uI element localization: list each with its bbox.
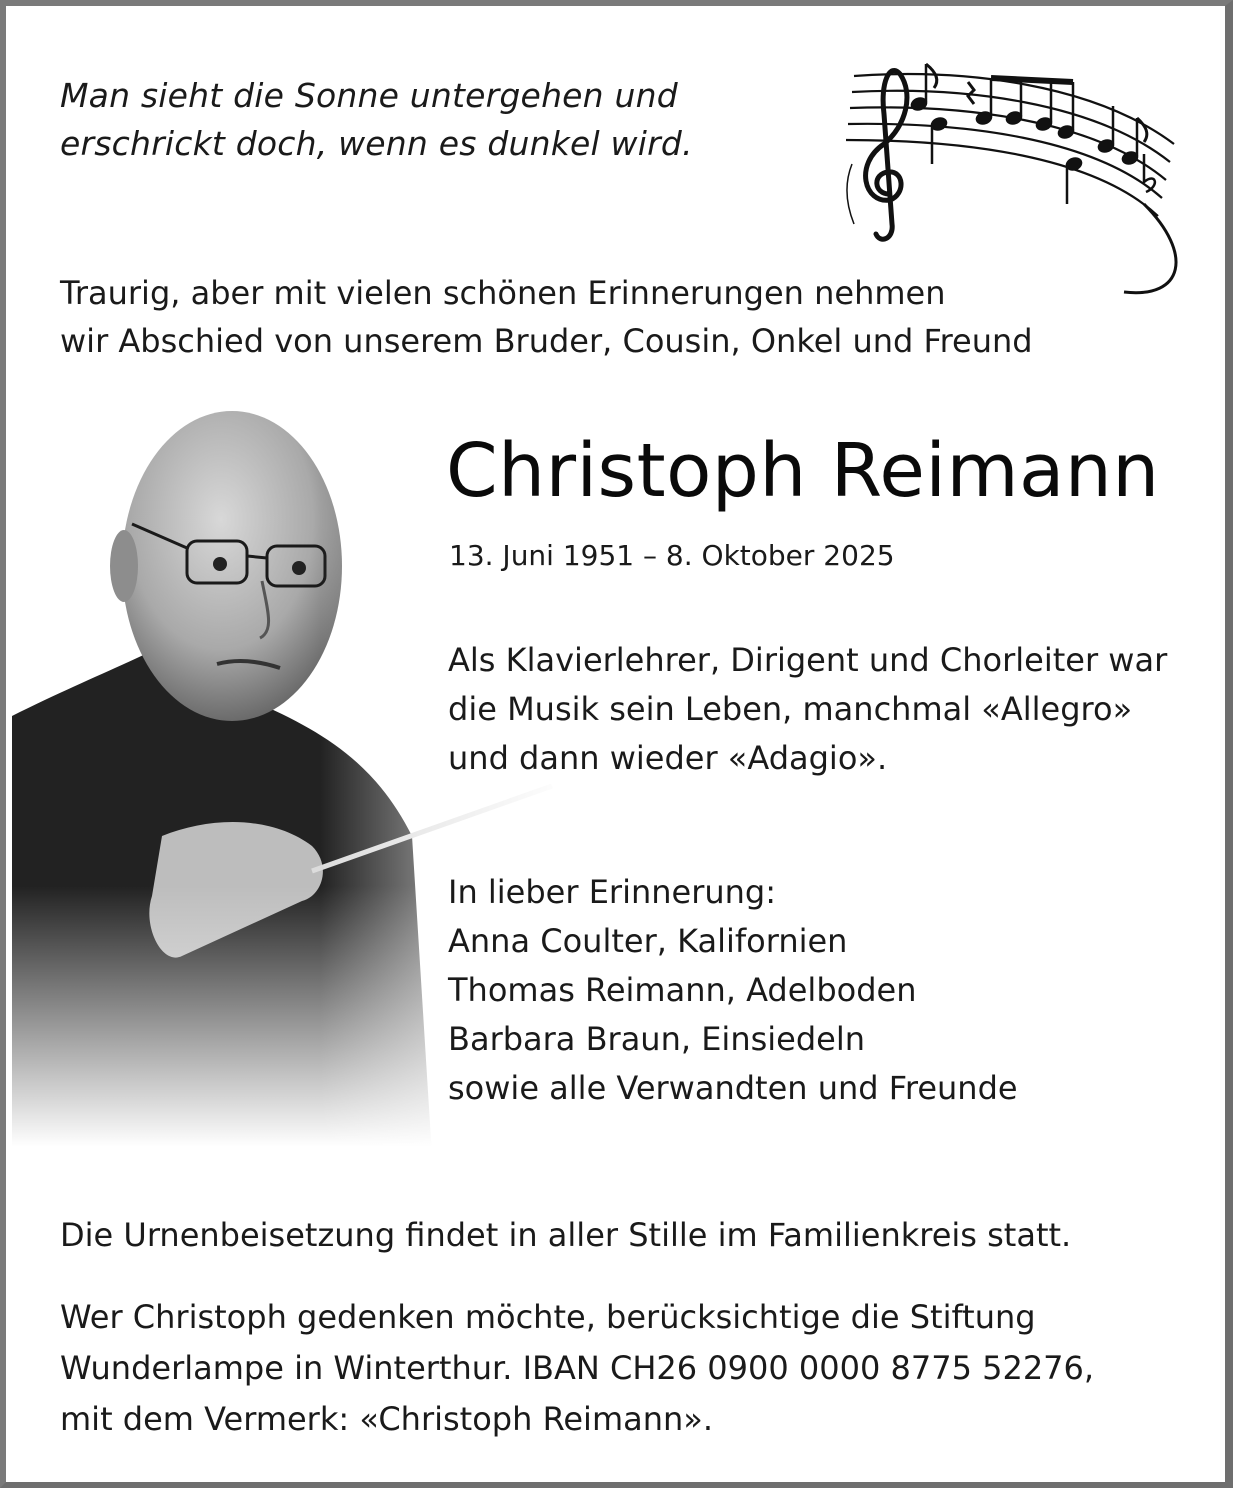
donation-line-2: Wunderlampe in Winterthur. IBAN CH26 0900 0000 8775 52276, xyxy=(60,1349,1095,1387)
mourner-name: Anna Coulter, Kalifornien xyxy=(448,922,848,960)
life-dates: 13. Juni 1951 – 8. Oktober 2025 xyxy=(449,539,895,572)
bio-line-1: Als Klavierlehrer, Dirigent und Chorleiter war xyxy=(448,641,1168,679)
mourner-name: sowie alle Verwandten und Freunde xyxy=(448,1069,1018,1107)
quote-line-2: erschrickt doch, wenn es dunkel wird. xyxy=(60,124,693,163)
deceased-name: Christoph Reimann xyxy=(446,428,1160,514)
burial-notice: Die Urnenbeisetzung findet in aller Stille im Familienkreis statt. xyxy=(60,1216,1072,1254)
intro-line-1: Traurig, aber mit vielen schönen Erinnerungen nehmen xyxy=(60,274,946,312)
intro-text xyxy=(60,269,1033,365)
donation-line-1: Wer Christoph gedenken möchte, berücksichtige die Stiftung xyxy=(60,1298,1036,1336)
bio-line-3: und dann wieder «Adagio». xyxy=(448,739,888,777)
mourner-name: Thomas Reimann, Adelboden xyxy=(448,971,917,1009)
intro-line-2: wir Abschied von unserem Bruder, Cousin, Onkel und Freund xyxy=(60,322,1033,360)
quote-line-1: Man sieht die Sonne untergehen und xyxy=(60,76,678,115)
mourners-heading: In lieber Erinnerung: xyxy=(448,873,777,911)
mourner-name: Barbara Braun, Einsiedeln xyxy=(448,1020,866,1058)
bio-text xyxy=(448,636,1167,783)
donation-line-3: mit dem Vermerk: «Christoph Reimann». xyxy=(60,1400,714,1438)
donation-notice xyxy=(60,1292,1094,1445)
bio-line-2: die Musik sein Leben, manchmal «Allegro» xyxy=(448,690,1133,728)
mourners-list xyxy=(448,868,1018,1113)
quote xyxy=(60,72,693,168)
music-notes-icon xyxy=(844,54,1194,304)
